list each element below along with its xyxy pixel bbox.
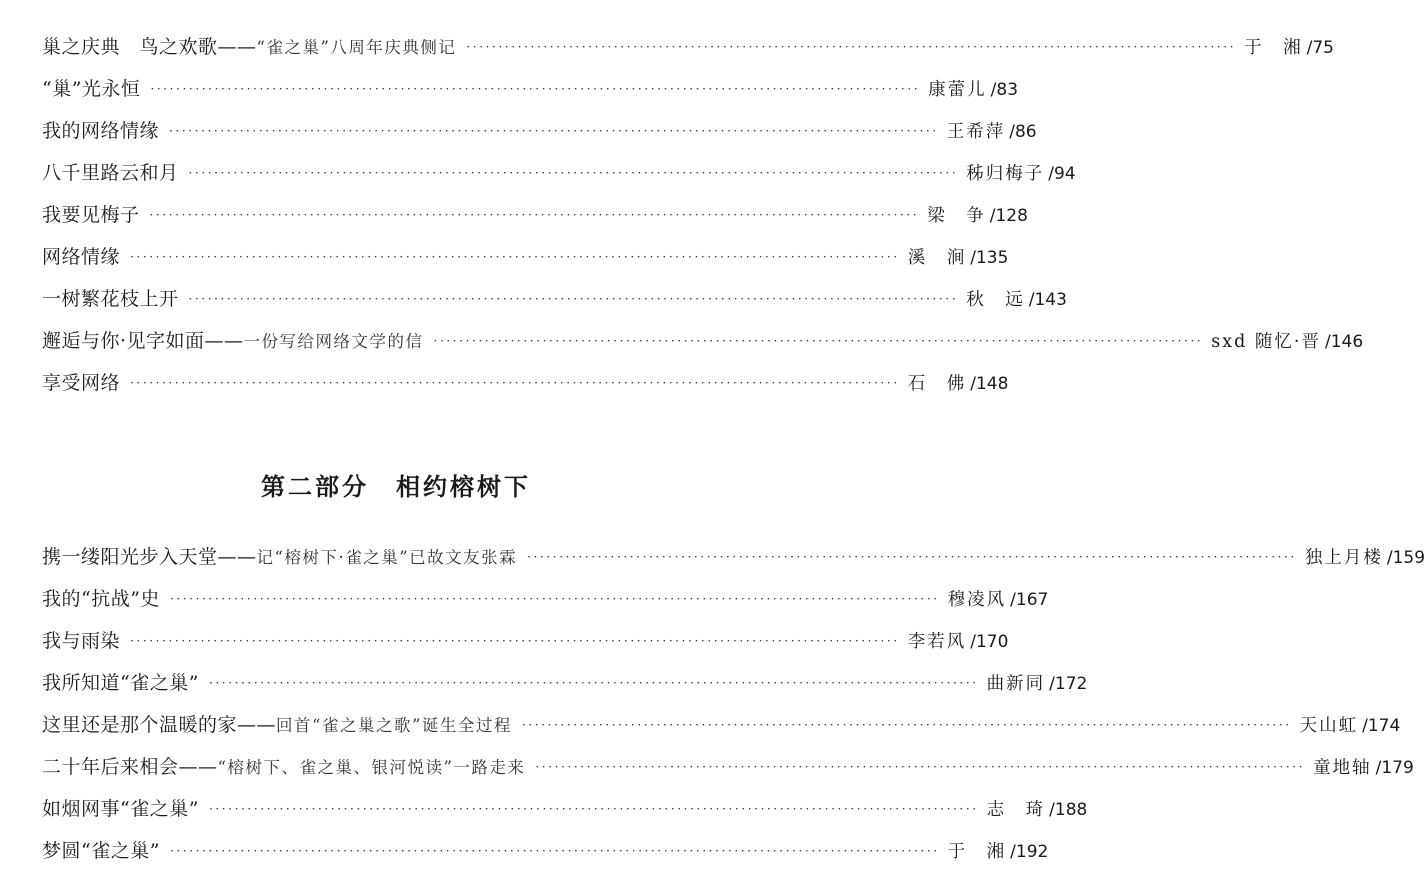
entry-main-title: 邂逅与你·见字如面——: [42, 330, 244, 352]
dot-leader: ························································································································: [535, 760, 1306, 774]
dot-leader: ························································································································: [208, 802, 979, 816]
entry-title: [42, 536, 517, 579]
entry-main-title: 携一缕阳光步入天堂——: [42, 546, 257, 568]
entry-page-number: /188: [1049, 800, 1088, 820]
entry-page-number: /128: [989, 206, 1028, 226]
entry-author: 志 琦: [986, 800, 1046, 820]
entry-author: 童地轴: [1313, 758, 1372, 778]
toc-entry[interactable]: [42, 68, 1019, 110]
entry-title: [42, 320, 424, 363]
toc-entry[interactable]: [42, 320, 1364, 362]
entry-author: 秋 远: [966, 290, 1025, 310]
entry-main-title: 八千里路云和月: [42, 162, 179, 184]
entry-author: 独上月楼: [1304, 548, 1383, 568]
toc-entry[interactable]: [42, 578, 1049, 620]
entry-author: 梁 争: [927, 206, 986, 226]
toc-list-part-one: [42, 26, 1364, 404]
entry-main-title: 我的网络情缘: [42, 120, 160, 142]
entry-page-number: /94: [1048, 164, 1076, 184]
entry-main-title: 巢之庆典 鸟之欢歌——: [42, 36, 257, 58]
entry-page-number: /159: [1386, 548, 1425, 568]
entry-main-title: 我所知道“雀之巢”: [42, 672, 199, 694]
entry-main-title: 梦圆“雀之巢”: [42, 840, 160, 862]
toc-entry[interactable]: [42, 152, 1076, 194]
entry-title: [42, 620, 120, 663]
entry-author: 王希萍: [946, 122, 1006, 142]
entry-main-title: 我与雨染: [42, 630, 121, 652]
entry-title: [42, 152, 179, 195]
toc-entry[interactable]: [42, 194, 1028, 236]
dot-leader: ························································································································: [188, 292, 959, 306]
toc-entry[interactable]: [42, 26, 1334, 68]
entry-title: [42, 662, 199, 705]
entry-main-title: 如烟网事“雀之巢”: [42, 798, 199, 820]
entry-title: [42, 746, 525, 789]
dot-leader: ························································································································: [521, 718, 1292, 732]
entry-title: [42, 194, 140, 237]
toc-entry[interactable]: [42, 746, 1414, 788]
entry-title: [42, 704, 512, 747]
entry-page-number: /174: [1362, 716, 1401, 736]
dot-leader: ························································································································: [149, 208, 920, 222]
dot-leader: ························································································································: [208, 676, 979, 690]
dot-leader: ························································································································: [169, 592, 940, 606]
dot-leader: ························································································································: [169, 124, 939, 138]
dot-leader: ························································································································: [527, 550, 1297, 564]
entry-title: [42, 26, 456, 69]
entry-page-number: /146: [1324, 332, 1364, 352]
entry-title: [42, 68, 140, 111]
entry-main-title: 我要见梅子: [42, 204, 140, 226]
toc-entry[interactable]: [42, 110, 1037, 152]
entry-page-number: /192: [1010, 842, 1049, 862]
entry-subtitle: “雀之巢”八周年庆典侧记: [256, 38, 457, 57]
dot-leader: ························································································································: [130, 634, 900, 648]
entry-main-title: 网络情缘: [42, 246, 121, 268]
entry-author: 溪 涧: [907, 248, 967, 268]
entry-title: [42, 362, 120, 405]
entry-title: [42, 110, 159, 153]
entry-author: 于 湘: [1244, 38, 1303, 58]
entry-main-title: 我的“抗战”史: [42, 588, 160, 610]
entry-main-title: 享受网络: [42, 372, 121, 394]
entry-title: [42, 788, 199, 831]
entry-author: 曲新同: [986, 674, 1046, 694]
dot-leader: ························································································································: [466, 40, 1237, 54]
entry-page-number: /170: [970, 632, 1009, 652]
toc-entry[interactable]: [42, 362, 1009, 404]
entry-main-title: 一树繁花枝上开: [42, 288, 179, 310]
entry-title: [42, 830, 160, 873]
dot-leader: ························································································································: [433, 334, 1204, 348]
toc-entry[interactable]: [42, 536, 1425, 578]
dot-leader: ························································································································: [169, 844, 940, 858]
toc-entry[interactable]: [42, 662, 1088, 704]
entry-author: 石 佛: [907, 374, 967, 394]
entry-author: 李若风: [907, 632, 967, 652]
entry-subtitle: “榕树下、雀之巢、银河悦读”一路走来: [217, 758, 526, 777]
entry-title: [42, 278, 179, 321]
entry-author: 天山虹: [1299, 716, 1359, 736]
dot-leader: ························································································································: [130, 250, 900, 264]
entry-page-number: /75: [1306, 38, 1334, 58]
dot-leader: ························································································································: [188, 166, 959, 180]
toc-entry[interactable]: [42, 620, 1009, 662]
dot-leader: ························································································································: [150, 82, 921, 96]
entry-main-title: “巢”光永恒: [42, 78, 141, 100]
entry-page-number: /135: [970, 248, 1009, 268]
dot-leader: ························································································································: [130, 376, 900, 390]
toc-entry[interactable]: [42, 704, 1401, 746]
entry-author: 秭归梅子: [966, 164, 1045, 184]
entry-page-number: /83: [990, 80, 1019, 100]
toc-list-part-two: [42, 536, 1425, 872]
entry-main-title: 二十年后来相会——: [42, 756, 218, 778]
entry-subtitle: 一份写给网络文学的信: [243, 332, 424, 351]
entry-main-title: 这里还是那个温暖的家——: [42, 714, 277, 736]
entry-page-number: /167: [1010, 590, 1049, 610]
toc-entry[interactable]: [42, 830, 1049, 872]
entry-page-number: /143: [1028, 290, 1067, 310]
entry-page-number: /86: [1009, 122, 1037, 142]
toc-entry[interactable]: [42, 278, 1067, 320]
entry-page-number: /172: [1049, 674, 1088, 694]
entry-author: 于 湘: [947, 842, 1007, 862]
entry-title: [42, 236, 120, 279]
entry-subtitle: 记“榕树下·雀之巢”已故文友张霖: [256, 548, 518, 567]
entry-title: [42, 578, 160, 621]
entry-author: 康蕾儿: [928, 80, 987, 100]
toc-entry[interactable]: [42, 236, 1009, 278]
entry-subtitle: 回首“雀之巢之歌”诞生全过程: [276, 716, 512, 735]
entry-author: sxd 随忆·晋: [1211, 332, 1321, 352]
section-heading: 第二部分 相约榕树下: [261, 472, 531, 501]
entry-author: 穆凌风: [947, 590, 1007, 610]
entry-page-number: /179: [1375, 758, 1414, 778]
toc-entry[interactable]: [42, 788, 1088, 830]
entry-page-number: /148: [970, 374, 1009, 394]
